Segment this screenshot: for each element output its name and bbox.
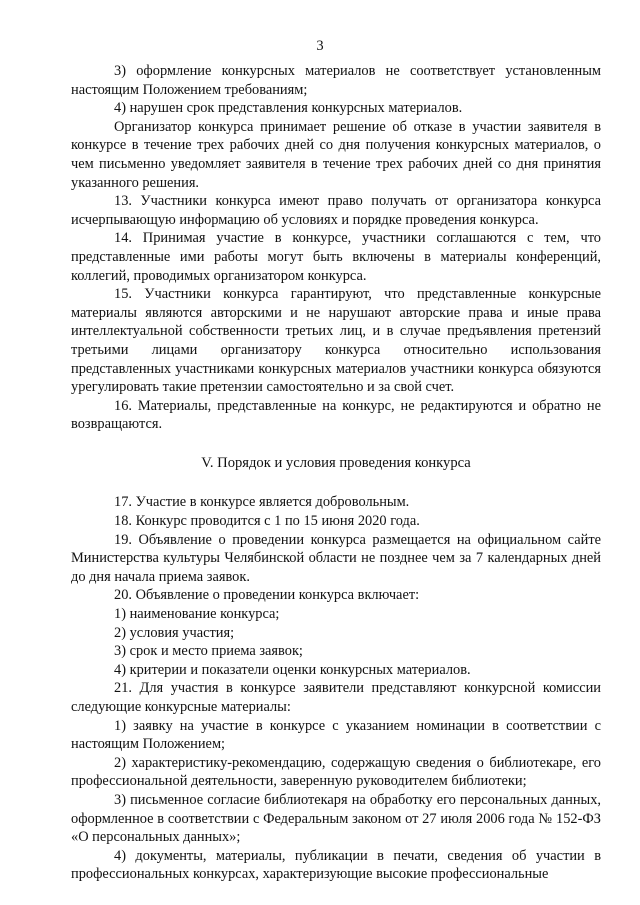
- list-item-21-4: 4) документы, материалы, публикации в печати, сведения об участии в профессиональных конкурсах, характеризующие высокие профессиональные: [71, 847, 601, 883]
- paragraph-19: 19. Объявление о проведении конкурса размещается на официальном сайте Министерства культуры Челябинской области не позднее чем за 7 календарных дней до дня начала приема заявок.: [71, 531, 601, 585]
- list-item-20-4: 4) критерии и показатели оценки конкурсных материалов.: [114, 661, 471, 678]
- paragraph-14: 14. Принимая участие в конкурсе, участники соглашаются с тем, что представленные ими работы могут быть включены в материалы конференций, коллегий, проводимых организатором конкурса.: [71, 230, 601, 284]
- paragraph-item-3: 3) оформление конкурсных материалов не соответствует установленным настоящим Положением требованиям;: [71, 63, 601, 98]
- list-item-21-2: 2) характеристику-рекомендацию, содержащую сведения о библиотекаре, его профессиональной деятельности, заверенную руководителем библиотеки;: [71, 754, 601, 790]
- list-item-20-3: 3) срок и место приема заявок;: [114, 643, 303, 660]
- section-heading: V. Порядок и условия проведения конкурса: [201, 454, 471, 471]
- document-body: [71, 62, 601, 884]
- paragraph-item-4: 4) нарушен срок представления конкурсных материалов.: [114, 100, 463, 117]
- paragraph-18: 18. Конкурс проводится с 1 по 15 июня 2020 года.: [114, 513, 420, 530]
- list-item-20-2: 2) условия участия;: [114, 624, 235, 641]
- paragraph-21: 21. Для участия в конкурсе заявители представляют конкурсной комиссии следующие конкурсные материалы:: [71, 680, 601, 715]
- list-item-21-1: 1) заявку на участие в конкурсе с указанием номинации в соответствии с настоящим Положением;: [71, 717, 601, 753]
- paragraph-17: 17. Участие в конкурсе является добровольным.: [114, 494, 410, 511]
- paragraph-16: 16. Материалы, представленные на конкурс, не редактируются и обратно не возвращаются.: [71, 397, 601, 433]
- paragraph-15: 15. Участники конкурса гарантируют, что представленные конкурсные материалы являются авторскими и не нарушают авторские права и иные права интеллектуальной собственности третьих лиц, и в случае предъявления претензий третьими лицами организатору конкурса относительно использования представленных участниками конкурсных материалов участники конкурса обязуются урегулировать такие претензии самостоятельно и за свой счет.: [71, 286, 601, 396]
- paragraph-13: 13. Участники конкурса имеют право получать от организатора конкурса исчерпывающую информацию об условиях и порядке проведения конкурса.: [71, 193, 601, 228]
- paragraph-refusal-decision: Организатор конкурса принимает решение об отказе в участии заявителя в конкурсе в течение трех рабочих дней со дня получения конкурсных материалов, о чем письменно уведомляет заявителя в течение трех рабочих дней со дня принятия указанного решения.: [71, 118, 601, 191]
- paragraph-20: 20. Объявление о проведении конкурса включает:: [114, 587, 420, 604]
- list-item-20-1: 1) наименование конкурса;: [114, 606, 280, 623]
- page-number: 3: [316, 38, 324, 54]
- list-item-21-3: 3) письменное согласие библиотекаря на обработку его персональных данных, оформленное в соответствии с Федеральным законом от 27 июля 2006 года № 152-ФЗ «О персональных данных»;: [71, 791, 601, 846]
